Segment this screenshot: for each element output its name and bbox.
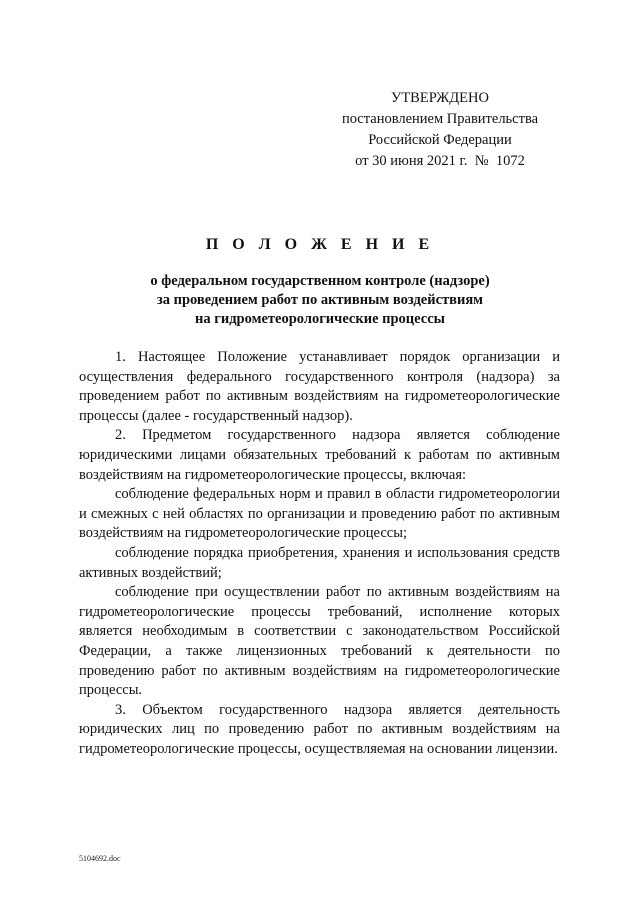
approval-line-2: постановлением Правительства bbox=[341, 111, 539, 127]
paragraph-2-item-3: соблюдение при осуществлении работ по активным воздействиям на гидрометеорологические процессы требований, исполнение которых является необходимым в соответствии с законодательством Российской Федерации, а также лицензионных требований к деятельности по проведению работ по активным воздействиям на гидрометеорологические процессы. bbox=[79, 584, 560, 699]
document-body bbox=[79, 348, 560, 759]
paragraph-1: 1. Настоящее Положение устанавливает порядок организации и осуществления федерального государственного контроля (надзора) за проведением работ по активным воздействиям на гидрометеорологические процессы (далее - государственный надзор). bbox=[79, 349, 560, 424]
document-title-block bbox=[80, 236, 560, 329]
document-title: П О Л О Ж Е Н И Е bbox=[205, 236, 435, 253]
document-subtitle-line-1: о федеральном государственном контроле (надзоре) bbox=[150, 273, 490, 289]
approval-date-number: от 30 июня 2021 г. № 1072 bbox=[355, 153, 525, 169]
paragraph-3: 3. Объектом государственного надзора является деятельность юридических лиц по проведению работ по активным воздействиям на гидрометеорологические процессы, осуществляемая на основании лицензии. bbox=[79, 701, 560, 757]
approval-line-3: Российской Федерации bbox=[368, 132, 512, 148]
paragraph-2-item-1: соблюдение федеральных норм и правил в области гидрометеорологии и смежных с ней областях по организации и проведению работ по активным воздействиям на гидрометеорологические процессы; bbox=[79, 486, 560, 542]
paragraph-2: 2. Предметом государственного надзора является соблюдение юридическими лицами обязательных требований к работам по активным воздействиям на гидрометеорологические процессы, включая: bbox=[79, 427, 560, 483]
approval-heading: УТВЕРЖДЕНО bbox=[391, 90, 489, 106]
document-file-code: 5104692.doc bbox=[79, 854, 121, 863]
paragraph-2-item-2: соблюдение порядка приобретения, хранения и использования средств активных воздействий; bbox=[79, 544, 560, 581]
approval-block bbox=[322, 88, 558, 172]
document-subtitle-line-3: на гидрометеорологические процессы bbox=[195, 311, 445, 327]
document-subtitle-line-2: за проведением работ по активным воздействиям bbox=[156, 292, 484, 308]
